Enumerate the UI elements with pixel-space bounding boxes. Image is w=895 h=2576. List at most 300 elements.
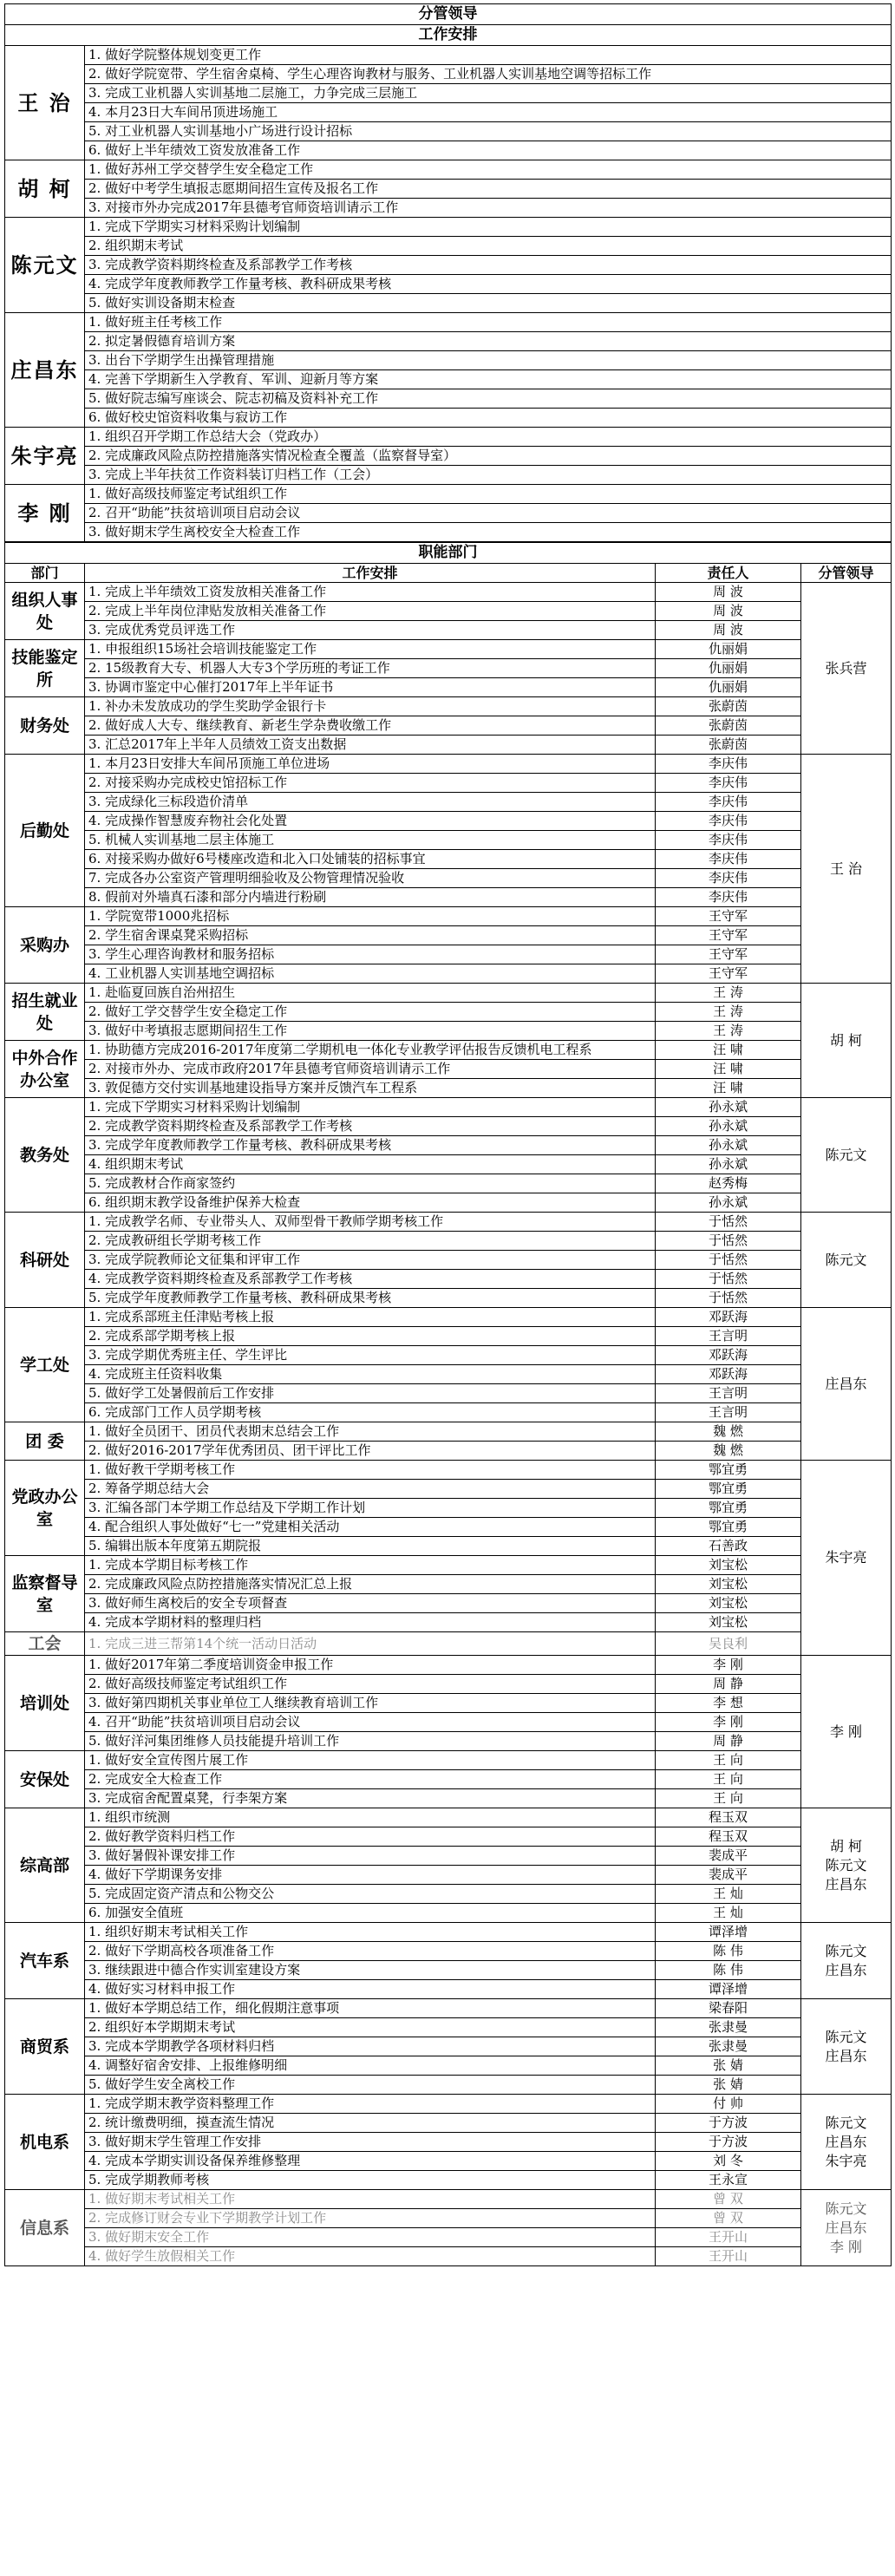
dept-task: 3. 做好师生离校后的安全专项督查 (85, 1594, 656, 1613)
responsible-person: 鄂宜勇 (656, 1518, 801, 1537)
dept-task: 1. 学院宽带1000兆招标 (85, 907, 656, 926)
dept-task-row (5, 774, 892, 793)
dept-task: 1. 完成本学期目标考核工作 (85, 1556, 656, 1575)
leader-task-row (5, 256, 892, 275)
responsible-person: 周 静 (656, 1732, 801, 1751)
dept-task-row (5, 2114, 892, 2133)
dept-task: 1. 做好本学期总结工作，细化假期注意事项 (85, 1999, 656, 2018)
dept-task: 5. 做好学生安全离校工作 (85, 2076, 656, 2095)
dept-task-row (5, 1270, 892, 1289)
dept-task: 1. 做好期末考试相关工作 (85, 2190, 656, 2209)
dept-task: 4. 召开“助能”扶贫培训项目启动会议 (85, 1713, 656, 1732)
section-title-row (5, 543, 892, 564)
dept-task-row (5, 640, 892, 659)
dept-task: 4. 做好下学期课务安排 (85, 1866, 656, 1885)
dept-task: 5. 完成学年度教师教学工作量考核、教科研成果考核 (85, 1289, 656, 1308)
leader-task: 3. 完成工业机器人实训基地二层施工，力争完成三层施工 (85, 84, 892, 103)
responsible-person: 王 涛 (656, 984, 801, 1003)
dept-task-row (5, 984, 892, 1003)
responsible-person: 裴成平 (656, 1866, 801, 1885)
responsible-person: 张隶曼 (656, 2037, 801, 2056)
leader-task-row (5, 275, 892, 294)
manager-name: 胡 柯 陈元文 庄昌东 (801, 1808, 892, 1923)
dept-task-row (5, 1999, 892, 2018)
dept-task-row (5, 1346, 892, 1365)
dept-task: 4. 配合组织人事处做好“七一”党建相关活动 (85, 1518, 656, 1537)
leader-name: 陈元文 (5, 218, 85, 313)
responsible-person: 王永宣 (656, 2171, 801, 2190)
leader-task: 1. 做好班主任考核工作 (85, 313, 892, 332)
dept-task-row (5, 1461, 892, 1480)
responsible-person: 李 刚 (656, 1656, 801, 1675)
responsible-person: 李 刚 (656, 1713, 801, 1732)
dept-task: 1. 补办未发放成功的学生奖助学金银行卡 (85, 697, 656, 716)
dept-task-row (5, 1251, 892, 1270)
leader-task-row (5, 141, 892, 160)
responsible-person: 张 婧 (656, 2076, 801, 2095)
leaders-section-subtitle: 工作安排 (5, 25, 892, 46)
leader-task: 1. 做好学院整体规划变更工作 (85, 46, 892, 65)
manager-name: 陈元文 庄昌东 (801, 1923, 892, 1999)
responsible-person: 李庆伟 (656, 869, 801, 888)
responsible-person: 于恬然 (656, 1251, 801, 1270)
responsible-person: 王 灿 (656, 1904, 801, 1923)
dept-name: 安保处 (5, 1751, 85, 1808)
dept-task-row (5, 1384, 892, 1403)
dept-task-row (5, 1675, 892, 1694)
dept-task: 1. 协助德方完成2016-2017年度第二学期机电一体化专业教学评估报告反馈机电工程系 (85, 1041, 656, 1060)
dept-task-row (5, 1613, 892, 1632)
dept-task: 2. 学生宿舍课桌凳采购招标 (85, 926, 656, 945)
leader-task-row (5, 389, 892, 409)
dept-task-row (5, 1480, 892, 1499)
dept-name: 综高部 (5, 1808, 85, 1923)
leader-task-row (5, 160, 892, 180)
dept-task: 3. 做好第四期机关事业单位工人继续教育培训工作 (85, 1694, 656, 1713)
dept-task: 3. 完成学期优秀班主任、学生评比 (85, 1346, 656, 1365)
dept-task-row (5, 1403, 892, 1422)
responsible-person: 谭泽增 (656, 1980, 801, 1999)
dept-task: 3. 汇编各部门本学期工作总结及下学期工作计划 (85, 1499, 656, 1518)
dept-task-row (5, 1117, 892, 1136)
dept-task-row (5, 602, 892, 621)
responsible-person: 谭泽增 (656, 1923, 801, 1942)
dept-task-row (5, 1847, 892, 1866)
dept-task-row (5, 2076, 892, 2095)
dept-task: 7. 完成各办公室资产管理明细验收及公物管理情况验收 (85, 869, 656, 888)
dept-task-row (5, 1098, 892, 1117)
dept-task: 2. 对接市外办、完成市政府2017年县德考官师资培训请示工作 (85, 1060, 656, 1079)
work-schedule-sheet (4, 0, 891, 2266)
responsible-person: 赵秀梅 (656, 1174, 801, 1193)
dept-task: 6. 完成部门工作人员学期考核 (85, 1403, 656, 1422)
dept-name: 党政办公室 (5, 1461, 85, 1556)
dept-task-row (5, 621, 892, 640)
responsible-person: 张蔚茵 (656, 736, 801, 755)
dept-task: 2. 做好工学交替学生安全稳定工作 (85, 1003, 656, 1022)
dept-task-row (5, 678, 892, 697)
dept-name: 招生就业处 (5, 984, 85, 1041)
dept-task-row (5, 1556, 892, 1575)
dept-task-row (5, 755, 892, 774)
responsible-person: 李庆伟 (656, 831, 801, 850)
manager-name: 陈元文 (801, 1098, 892, 1213)
manager-name: 张兵营 (801, 583, 892, 755)
leader-task-row (5, 294, 892, 313)
responsible-person: 张 婧 (656, 2056, 801, 2076)
responsible-person: 程玉双 (656, 1808, 801, 1827)
dept-task-row (5, 945, 892, 964)
dept-task-row (5, 1980, 892, 1999)
dept-task-row (5, 1694, 892, 1713)
dept-name: 后勤处 (5, 755, 85, 907)
dept-name: 团 委 (5, 1422, 85, 1461)
responsible-person: 王 涛 (656, 1022, 801, 1041)
dept-task-row (5, 1751, 892, 1770)
dept-task: 3. 做好期末安全工作 (85, 2228, 656, 2247)
leaders-section-title: 分管领导 (5, 4, 892, 25)
leader-task: 3. 完成教学资料期终检查及系部教学工作考核 (85, 256, 892, 275)
dept-task-row (5, 869, 892, 888)
responsible-person: 仇丽娟 (656, 659, 801, 678)
leader-task: 2. 组织期末考试 (85, 237, 892, 256)
section-title-row (5, 4, 892, 25)
manager-name: 陈元文 庄昌东 (801, 1999, 892, 2095)
leader-task-row (5, 313, 892, 332)
leader-task: 1. 做好苏州工学交替学生安全稳定工作 (85, 160, 892, 180)
dept-task: 2. 完成修订财会专业下学期教学计划工作 (85, 2209, 656, 2228)
dept-task: 5. 做好洋河集团维修人员技能提升培训工作 (85, 1732, 656, 1751)
dept-name: 组织人事处 (5, 583, 85, 640)
dept-task: 2. 15级教育大专、机器人大专3个学历班的考证工作 (85, 659, 656, 678)
responsible-person: 邓跃海 (656, 1308, 801, 1327)
dept-name: 机电系 (5, 2095, 85, 2190)
leader-task: 4. 完成学年度教师教学工作量考核、教科研成果考核 (85, 275, 892, 294)
dept-name: 科研处 (5, 1213, 85, 1308)
dept-task: 1. 组织好期末考试相关工作 (85, 1923, 656, 1942)
dept-task-row (5, 1770, 892, 1789)
responsible-person: 汪 啸 (656, 1079, 801, 1098)
dept-task: 5. 完成教材合作商家签约 (85, 1174, 656, 1193)
dept-task-row (5, 2171, 892, 2190)
manager-name: 陈元文 庄昌东 朱宇亮 (801, 2095, 892, 2190)
dept-task-row (5, 716, 892, 736)
dept-name: 学工处 (5, 1308, 85, 1422)
responsible-person: 汪 啸 (656, 1060, 801, 1079)
responsible-person: 孙永斌 (656, 1098, 801, 1117)
person-column-header: 责任人 (656, 564, 801, 583)
dept-task-row (5, 1789, 892, 1808)
dept-task-row (5, 1060, 892, 1079)
responsible-person: 邓跃海 (656, 1346, 801, 1365)
dept-task: 4. 调整好宿舍安排、上报维修明细 (85, 2056, 656, 2076)
dept-task: 4. 完成操作智慧废弃物社会化处置 (85, 812, 656, 831)
dept-column-header: 部门 (5, 564, 85, 583)
dept-task-row (5, 583, 892, 602)
leader-task-row (5, 504, 892, 523)
dept-name: 监察督导室 (5, 1556, 85, 1632)
dept-task: 2. 完成廉政风险点防控措施落实情况汇总上报 (85, 1575, 656, 1594)
dept-task: 6. 对接采购办做好6号楼座改造和北入口处铺装的招标事宜 (85, 850, 656, 869)
dept-task: 3. 敦促德方交付实训基地建设指导方案并反馈汽车工程系 (85, 1079, 656, 1098)
dept-name: 商贸系 (5, 1999, 85, 2095)
responsible-person: 李 想 (656, 1694, 801, 1713)
dept-task: 4. 做好实习材料申报工作 (85, 1980, 656, 1999)
leader-name: 庄昌东 (5, 313, 85, 428)
responsible-person: 魏 燃 (656, 1422, 801, 1442)
dept-task-row (5, 1866, 892, 1885)
leader-task: 1. 组织召开学期工作总结大会（党政办） (85, 428, 892, 447)
dept-task: 4. 工业机器人实训基地空调招标 (85, 964, 656, 984)
dept-task-row (5, 697, 892, 716)
leader-task: 5. 对工业机器人实训基地小广场进行设计招标 (85, 122, 892, 141)
responsible-person: 邓跃海 (656, 1365, 801, 1384)
dept-task-row (5, 1656, 892, 1675)
dept-task-row (5, 659, 892, 678)
responsible-person: 王守军 (656, 926, 801, 945)
dept-task: 4. 组织期末考试 (85, 1155, 656, 1174)
responsible-person: 刘宝松 (656, 1594, 801, 1613)
dept-task: 3. 继续跟进中德合作实训室建设方案 (85, 1961, 656, 1980)
dept-task-row (5, 1885, 892, 1904)
leader-task: 2. 召开“助能”扶贫培训项目启动会议 (85, 504, 892, 523)
dept-task: 1. 完成上半年绩效工资发放相关准备工作 (85, 583, 656, 602)
leader-name: 王 治 (5, 46, 85, 160)
responsible-person: 王守军 (656, 907, 801, 926)
dept-task: 3. 完成优秀党员评选工作 (85, 621, 656, 640)
dept-name: 工会 (5, 1632, 85, 1656)
dept-task: 3. 完成学院教师论文征集和评审工作 (85, 1251, 656, 1270)
dept-task: 3. 完成绿化三标段造价清单 (85, 793, 656, 812)
leader-task: 6. 做好校史馆资料收集与寂访工作 (85, 409, 892, 428)
dept-task: 3. 做好暑假补课安排工作 (85, 1847, 656, 1866)
dept-task-row (5, 1537, 892, 1556)
responsible-person: 刘宝松 (656, 1575, 801, 1594)
manager-name: 陈元文 庄昌东 李 刚 (801, 2190, 892, 2266)
leader-task-row (5, 332, 892, 351)
manager-name: 陈元文 (801, 1213, 892, 1308)
leader-task-row (5, 466, 892, 485)
dept-task-row (5, 1193, 892, 1213)
dept-task: 2. 做好成人大专、继续教育、新老生学杂费收缴工作 (85, 716, 656, 736)
dept-task: 3. 学生心理咨询教材和服务招标 (85, 945, 656, 964)
dept-task-row (5, 1308, 892, 1327)
responsible-person: 于恬然 (656, 1289, 801, 1308)
leader-task: 2. 拟定暑假德育培训方案 (85, 332, 892, 351)
responsible-person: 刘宝松 (656, 1613, 801, 1632)
leader-task: 3. 做好期末学生离校安全大检查工作 (85, 523, 892, 542)
responsible-person: 王 灿 (656, 1885, 801, 1904)
dept-task: 3. 完成学年度教师教学工作量考核、教科研成果考核 (85, 1136, 656, 1155)
leader-task: 3. 对接市外办完成2017年县德考官师资培训请示工作 (85, 199, 892, 218)
dept-task-row (5, 1155, 892, 1174)
leader-task-row (5, 180, 892, 199)
manager-name: 朱宇亮 (801, 1461, 892, 1656)
dept-task-row (5, 736, 892, 755)
dept-task-row (5, 2228, 892, 2247)
dept-task-row (5, 888, 892, 907)
responsible-person: 鄂宜勇 (656, 1461, 801, 1480)
dept-task: 1. 完成系部班主任津贴考核上报 (85, 1308, 656, 1327)
leader-task: 4. 本月23日大车间吊顶进场施工 (85, 103, 892, 122)
dept-task-row (5, 1079, 892, 1098)
dept-task: 8. 假前对外墙真石漆和部分内墙进行粉刷 (85, 888, 656, 907)
dept-task-row (5, 2209, 892, 2228)
leader-task-row (5, 218, 892, 237)
dept-name: 培训处 (5, 1656, 85, 1751)
task-column-header: 工作安排 (85, 564, 656, 583)
leader-task-row (5, 485, 892, 504)
dept-task: 2. 做好高级技师鉴定考试组织工作 (85, 1675, 656, 1694)
responsible-person: 李庆伟 (656, 888, 801, 907)
dept-name: 教务处 (5, 1098, 85, 1213)
leader-task-row (5, 409, 892, 428)
responsible-person: 曾 双 (656, 2190, 801, 2209)
dept-task-row (5, 793, 892, 812)
dept-task: 2. 完成系部学期考核上报 (85, 1327, 656, 1346)
dept-task-row (5, 2037, 892, 2056)
leader-task: 2. 做好学院宽带、学生宿舍桌椅、学生心理咨询教材与服务、工业机器人实训基地空调等招标工作 (85, 65, 892, 84)
departments-table (4, 542, 892, 2266)
dept-task: 2. 完成教研组长学期考核工作 (85, 1232, 656, 1251)
dept-task-row (5, 2247, 892, 2266)
responsible-person: 王言明 (656, 1327, 801, 1346)
dept-task-row (5, 1904, 892, 1923)
section-subtitle-row (5, 25, 892, 46)
responsible-person: 孙永斌 (656, 1193, 801, 1213)
dept-task: 1. 做好安全宣传图片展工作 (85, 1751, 656, 1770)
leader-name: 朱宇亮 (5, 428, 85, 485)
responsible-person: 孙永斌 (656, 1155, 801, 1174)
leader-task-row (5, 370, 892, 389)
dept-task-row (5, 1003, 892, 1022)
dept-task: 4. 完成班主任资料收集 (85, 1365, 656, 1384)
leader-task-row (5, 523, 892, 542)
responsible-person: 孙永斌 (656, 1117, 801, 1136)
dept-task-row (5, 1136, 892, 1155)
responsible-person: 王 向 (656, 1770, 801, 1789)
responsible-person: 李庆伟 (656, 793, 801, 812)
dept-name: 汽车系 (5, 1923, 85, 1999)
dept-task-row (5, 831, 892, 850)
dept-task: 2. 完成教学资料期终检查及系部教学工作考核 (85, 1117, 656, 1136)
leader-name: 胡 柯 (5, 160, 85, 218)
responsible-person: 张蔚茵 (656, 716, 801, 736)
dept-task: 5. 机械人实训基地二层主体施工 (85, 831, 656, 850)
responsible-person: 于恬然 (656, 1270, 801, 1289)
dept-task-row (5, 2190, 892, 2209)
leader-task-row (5, 103, 892, 122)
dept-task: 4. 完成本学期实训设备保养维修整理 (85, 2152, 656, 2171)
manager-name: 李 刚 (801, 1656, 892, 1808)
responsible-person: 于方波 (656, 2133, 801, 2152)
responsible-person: 李庆伟 (656, 812, 801, 831)
dept-task: 4. 做好学生放假相关工作 (85, 2247, 656, 2266)
leader-task: 3. 完成上半年扶贫工作资料装订归档工作（工会） (85, 466, 892, 485)
dept-task: 2. 做好教学资料归档工作 (85, 1827, 656, 1847)
dept-task-row (5, 2018, 892, 2037)
dept-task: 2. 筹备学期总结大会 (85, 1480, 656, 1499)
dept-task-row (5, 1575, 892, 1594)
dept-task-row (5, 1213, 892, 1232)
dept-task-row (5, 1041, 892, 1060)
responsible-person: 于恬然 (656, 1213, 801, 1232)
dept-name: 采购办 (5, 907, 85, 984)
dept-name: 技能鉴定所 (5, 640, 85, 697)
leader-task: 1. 做好高级技师鉴定考试组织工作 (85, 485, 892, 504)
responsible-person: 仇丽娟 (656, 640, 801, 659)
responsible-person: 李庆伟 (656, 755, 801, 774)
dept-task: 1. 本月23日安排大车间吊顶施工单位进场 (85, 755, 656, 774)
dept-task-row (5, 1632, 892, 1656)
leader-task: 1. 完成下学期实习材料采购计划编制 (85, 218, 892, 237)
manager-name: 庄昌东 (801, 1308, 892, 1461)
responsible-person: 汪 啸 (656, 1041, 801, 1060)
leader-task: 5. 做好实训设备期末检查 (85, 294, 892, 313)
dept-task: 5. 编辑出版本年度第五期院报 (85, 1537, 656, 1556)
leaders-table (4, 3, 892, 542)
dept-task: 2. 做好2016-2017学年优秀团员、团干评比工作 (85, 1442, 656, 1461)
responsible-person: 石善政 (656, 1537, 801, 1556)
dept-task-row (5, 1827, 892, 1847)
responsible-person: 裴成平 (656, 1847, 801, 1866)
dept-task: 3. 做好中考填报志愿期间招生工作 (85, 1022, 656, 1041)
responsible-person: 王 涛 (656, 1003, 801, 1022)
leader-task-row (5, 237, 892, 256)
dept-task: 5. 完成固定资产清点和公物交公 (85, 1885, 656, 1904)
responsible-person: 曾 双 (656, 2209, 801, 2228)
dept-task-row (5, 1232, 892, 1251)
dept-task-row (5, 2133, 892, 2152)
responsible-person: 李庆伟 (656, 774, 801, 793)
leader-task-row (5, 84, 892, 103)
dept-task: 1. 做好教干学期考核工作 (85, 1461, 656, 1480)
leader-task-row (5, 447, 892, 466)
responsible-person: 王守军 (656, 964, 801, 984)
responsible-person: 程玉双 (656, 1827, 801, 1847)
dept-task: 5. 完成学期教师考核 (85, 2171, 656, 2190)
dept-task-row (5, 812, 892, 831)
dept-task-row (5, 1499, 892, 1518)
responsible-person: 陈 伟 (656, 1942, 801, 1961)
dept-task: 5. 做好学工处暑假前后工作安排 (85, 1384, 656, 1403)
responsible-person: 周 静 (656, 1675, 801, 1694)
leader-task-row (5, 46, 892, 65)
dept-task: 1. 申报组织15场社会培训技能鉴定工作 (85, 640, 656, 659)
dept-task: 4. 完成本学期材料的整理归档 (85, 1613, 656, 1632)
dept-task-row (5, 1422, 892, 1442)
column-header-row (5, 564, 892, 583)
responsible-person: 魏 燃 (656, 1442, 801, 1461)
dept-task: 2. 对接采购办完成校史馆招标工作 (85, 774, 656, 793)
dept-task-row (5, 1713, 892, 1732)
responsible-person: 王言明 (656, 1403, 801, 1422)
dept-task-row (5, 1365, 892, 1384)
responsible-person: 王 向 (656, 1789, 801, 1808)
dept-task: 3. 完成宿舍配置桌凳，行李架方案 (85, 1789, 656, 1808)
dept-task: 6. 组织期末教学设备维护保养大检查 (85, 1193, 656, 1213)
dept-task-row (5, 850, 892, 869)
responsible-person: 王守军 (656, 945, 801, 964)
dept-task: 3. 完成本学期教学各项材料归档 (85, 2037, 656, 2056)
dept-name: 信息系 (5, 2190, 85, 2266)
responsible-person: 王开山 (656, 2247, 801, 2266)
leader-task-row (5, 428, 892, 447)
responsible-person: 吴良利 (656, 1632, 801, 1656)
responsible-person: 张蔚茵 (656, 697, 801, 716)
responsible-person: 孙永斌 (656, 1136, 801, 1155)
leader-task: 4. 完善下学期新生入学教育、军训、迎新月等方案 (85, 370, 892, 389)
